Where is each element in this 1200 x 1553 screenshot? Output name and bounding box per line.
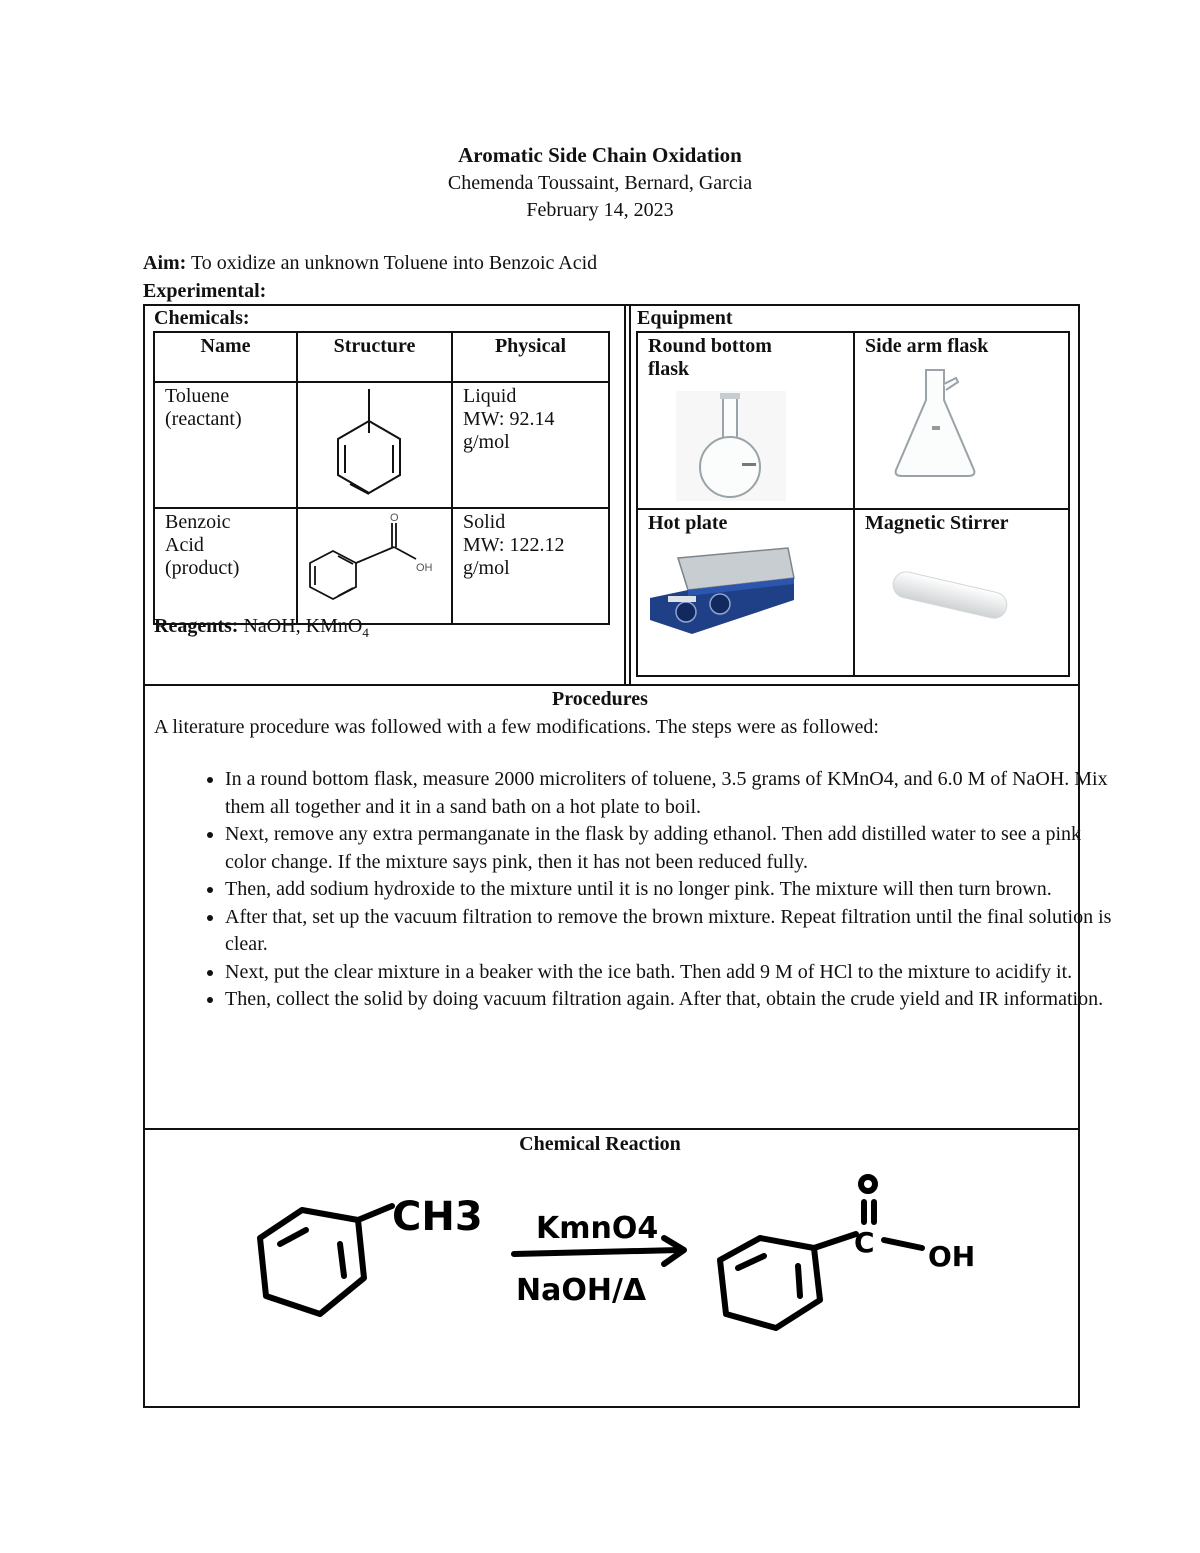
reagent-bottom-label: NaOH/Δ: [516, 1273, 647, 1308]
list-item: • Then, add sodium hydroxide to the mixture until it is no longer pink. The mixture will then turn brown.: [225, 876, 1125, 904]
list-item: • In a round bottom flask, measure 2000 microliters of toluene, 3.5 grams of KMnO4, and 6.0 M of NaOH. Mix them all together and it in a sand bath on a hot plate to boil.: [225, 766, 1125, 821]
product-c-label: C: [854, 1226, 875, 1259]
column-divider: [624, 304, 626, 685]
equipment-side-arm-flask: Side arm flask: [854, 332, 1069, 509]
list-item: • Next, remove any extra permanganate in the flask by adding ethanol. Then add distilled water to see a pink color change. If the mixture says pink, then it has not been reduced fully.: [225, 821, 1125, 876]
authors: Chemenda Toussaint, Bernard, Garcia: [447, 172, 753, 194]
aim-label: Aim:: [143, 252, 187, 274]
document-title: Aromatic Side Chain Oxidation: [458, 143, 742, 167]
side-arm-flask-icon: [890, 366, 980, 478]
reagent-top-label: KmnO4: [536, 1211, 659, 1246]
benzoic-acid-physical: Solid MW: 122.12 g/mol: [452, 508, 609, 624]
reactant-ring-icon: [260, 1210, 364, 1314]
procedures-intro: A literature procedure was followed with a few modifications. The steps were as followed:: [154, 716, 879, 738]
aim-text: To oxidize an unknown Toluene into Benzoic Acid: [190, 252, 598, 274]
equipment-magnetic-stirrer: Magnetic Stirrer: [854, 509, 1069, 676]
hot-plate-icon: [648, 538, 796, 638]
benzoic-acid-structure-icon: [298, 509, 451, 617]
equipment-hot-plate: Hot plate: [637, 509, 854, 676]
reagents-text: NaOH, KMnO: [243, 615, 363, 637]
product-ring-icon: [720, 1238, 820, 1328]
column-divider-2: [629, 304, 631, 685]
reagents-subscript: 4: [362, 625, 369, 640]
reaction-scheme: [240, 1168, 980, 1338]
equipment-label: Equipment: [637, 307, 733, 329]
carbonyl-o-label: O: [390, 512, 399, 524]
reaction-title: Chemical Reaction: [519, 1133, 681, 1155]
section-divider-procedures: [143, 684, 1080, 686]
table-row: [154, 508, 609, 624]
col-header-name: Name: [154, 332, 297, 382]
benzoic-acid-structure: [297, 508, 452, 624]
toluene-structure: [297, 382, 452, 508]
procedures-steps: [170, 766, 1125, 1014]
toluene-structure-icon: [298, 383, 451, 501]
product-oh-label: OH: [928, 1240, 976, 1273]
toluene-name: Toluene (reactant): [154, 382, 297, 508]
list-item: • Next, put the clear mixture in a beaker with the ice bath. Then add 9 M of HCl to the mixture to acidify it.: [225, 959, 1125, 987]
section-divider-reaction: [143, 1128, 1080, 1130]
col-header-structure: Structure: [297, 332, 452, 382]
hydroxyl-label: OH: [416, 562, 433, 574]
procedures-title: Procedures: [552, 688, 648, 710]
chemicals-table: [153, 331, 610, 625]
magnetic-stirrer-icon: [888, 568, 1012, 622]
list-item: • After that, set up the vacuum filtration to remove the brown mixture. Repeat filtration until the final solution is clear.: [225, 904, 1125, 959]
equipment-round-bottom-flask: Round bottom flask: [637, 332, 854, 509]
col-header-physical: Physical: [452, 332, 609, 382]
reagents-label: Reagents:: [154, 615, 239, 637]
round-bottom-flask-icon: [676, 391, 786, 501]
date: February 14, 2023: [526, 199, 674, 221]
toluene-physical: Liquid MW: 92.14 g/mol: [452, 382, 609, 508]
list-item: • Then, collect the solid by doing vacuum filtration again. After that, obtain the crude yield and IR information.: [225, 986, 1125, 1014]
table-row: [154, 382, 609, 508]
experimental-label: Experimental:: [143, 280, 267, 302]
reactant-ch3-label: CH3: [392, 1194, 483, 1240]
benzoic-acid-name: Benzoic Acid (product): [154, 508, 297, 624]
reagents-line: [154, 615, 369, 641]
chemicals-label: Chemicals:: [154, 307, 250, 329]
aim-line: [143, 252, 597, 275]
